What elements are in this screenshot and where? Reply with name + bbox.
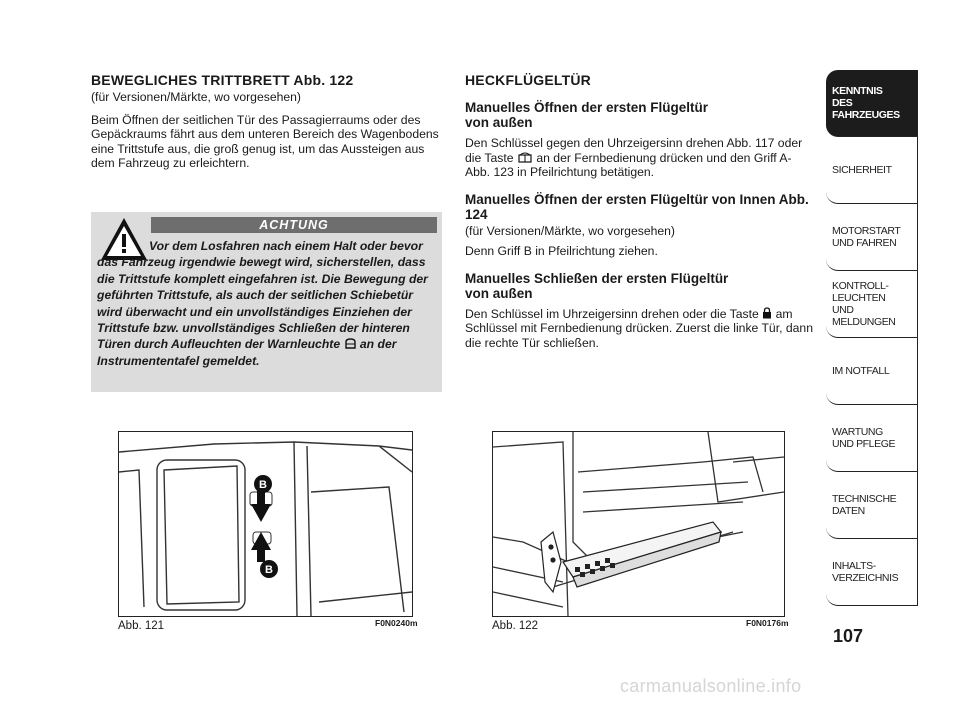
tab-sicherheit[interactable]: SICHERHEIT [826,137,918,204]
subsection-title-1: Manuelles Öffnen der ersten Flügeltür von außen [465,100,709,130]
tab-kenntnis[interactable]: KENNTNIS DES FAHRZEUGES [826,70,918,137]
left-column [91,72,441,171]
sliding-door-illustration [119,432,412,616]
door-warning-icon [344,338,357,349]
warning-text [97,238,439,369]
warning-box [91,212,442,392]
warning-text-end: an der Instrumententafel gemeldet. [97,337,397,368]
figure-121-code: F0N0240m [375,618,418,628]
chapter-sidebar [826,70,918,606]
subsection-title-3: Manuelles Schließen der ersten Flügeltür von außen [465,270,729,301]
label-b-bottom: B [265,564,273,576]
subsection-body-2: Denn Griff B in Pfeilrichtung ziehen. [465,244,658,258]
figure-121-image [118,431,413,617]
tab-motorstart[interactable]: MOTORSTART UND FAHREN [826,204,918,271]
figure-122-caption: Abb. 122 [492,620,539,632]
s3-text-a: Den Schlüssel im Uhrzeigersinn drehen oder die Taste [465,306,759,321]
padlock-icon [762,307,772,319]
tab-kontrollleuchten[interactable]: KONTROLL- LEUCHTEN UND MELDUNGEN [826,271,918,338]
subsection-body-1 [465,136,815,180]
tab-technische-daten[interactable]: TECHNISCHE DATEN [826,472,918,539]
figure-121-caption: Abb. 121 [118,620,165,632]
tab-inhaltsverzeichnis[interactable]: INHALTS- VERZEICHNIS [826,539,918,606]
s1-text-b: an der Fernbedienung drücken und den Griff A-Abb. 123 in Pfeilrichtung betätigen. [465,150,792,179]
section-title-trittbrett: BEWEGLICHES TRITTBRETT Abb. 122 [91,72,354,88]
page-number: 107 [833,626,864,646]
tab-im-notfall[interactable]: IM NOTFALL [826,338,918,405]
right-column [465,72,815,350]
label-b-top: B [259,479,267,491]
step-illustration [493,432,784,616]
s1-text-a: Den Schlüssel gegen den Uhrzeigersinn drehen Abb. 117 oder die Taste [465,136,803,165]
subsection-body-3 [465,307,815,351]
subsection-title-2: Manuelles Öffnen der ersten Flügeltür von Innen Abb. 124 [465,191,809,222]
figure-122-code: F0N0176m [746,618,789,628]
rear-door-unlock-icon [517,152,533,163]
tab-wartung[interactable]: WARTUNG UND PFLEGE [826,405,918,472]
subsection-sub-2: (für Versionen/Märkte, wo vorgesehen) [465,223,675,238]
watermark: carmanualsonline.info [620,676,802,696]
s3-text-b: am Schlüssel mit Fernbedienung drücken. Zuerst die linke Tür, dann die rechte Tür schließen. [465,306,813,350]
figure-122-image [492,431,785,617]
warning-header: ACHTUNG [151,217,437,233]
section-subtitle: (für Versionen/Märkte, wo vorgesehen) [91,90,301,104]
warning-text-main: Vor dem Losfahren nach einem Halt oder bevor das Fahrzeug irgendwie bewegt wird, sicherstellen, dass die Trittstufe komplett eingefahren ist. Die Bewegung der geführten Trittstufe, als auch der seitlichen Schiebetür wird überwacht und ein unvollständiges Einziehen der Trittstufe bzw. unvollständiges Schließen der hinteren Türen durch Aufleuchten der Warnleuchte [97,239,428,352]
section-title-heckfluegeltuer: HECKFLÜGELTÜR [465,72,591,88]
section-body: Beim Öffnen der seitlichen Tür des Passagierraums oder des Gepäckraums fährt aus dem unteren Bereich des Wagenbodens eine Trittstufe aus, die groß genug ist, um das Aussteigen aus dem Fahrzeug zu erleichtern. [91,112,439,170]
